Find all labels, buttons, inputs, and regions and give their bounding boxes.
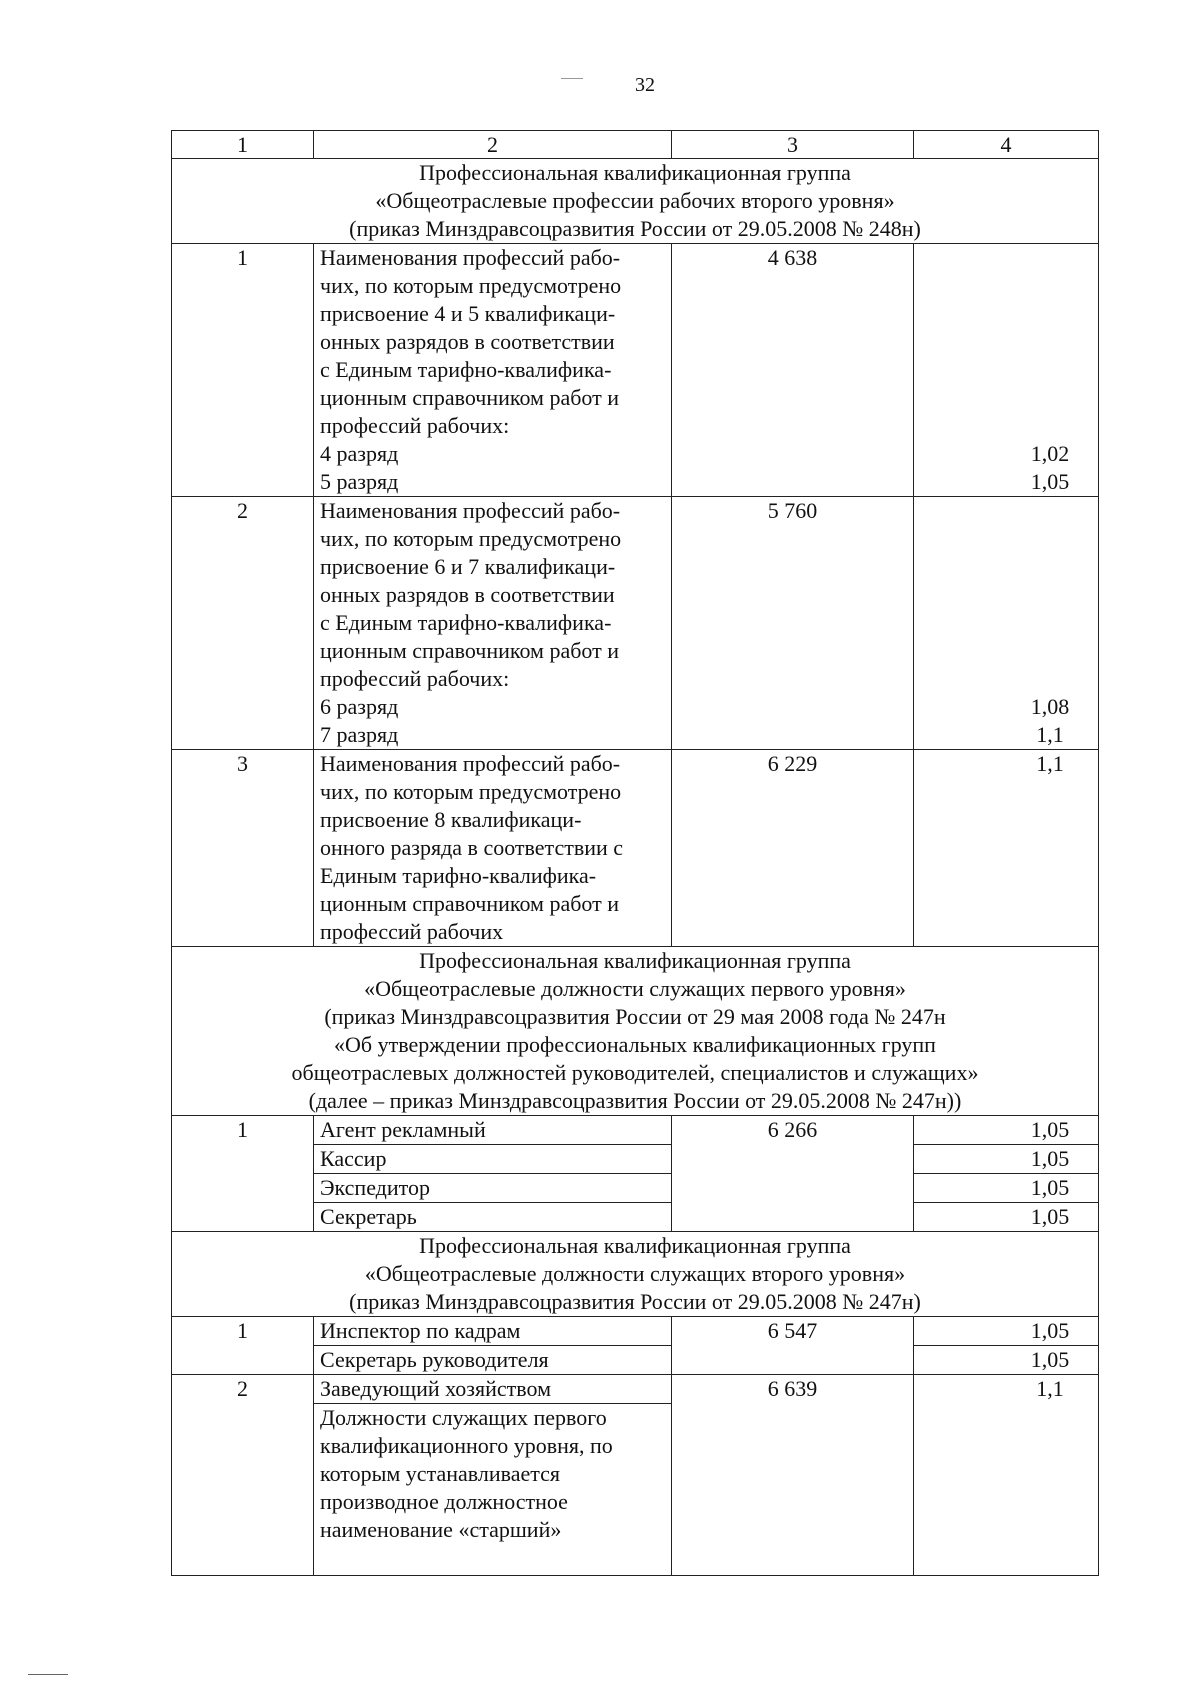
description-line: ционным справочником работ и — [320, 385, 620, 410]
row-number: 1 — [172, 244, 314, 497]
grade-label: 4 разряд — [320, 441, 399, 466]
description-line: которым устанавливается — [320, 1461, 561, 1486]
grade-label: 5 разряд — [320, 469, 399, 494]
bottom-dash-mark — [28, 1674, 68, 1675]
coefficient-cell — [914, 1317, 1099, 1346]
header-cell-1: 1 — [172, 131, 314, 159]
base-salary: 6 229 — [672, 750, 914, 947]
coefficient: 1,05 — [1030, 469, 1070, 494]
group-heading-line: «Общеотраслевые должности служащих первого уровня» — [364, 976, 906, 1001]
group-heading-3 — [172, 1232, 1099, 1317]
row-number: 2 — [172, 497, 314, 750]
table-row — [172, 1116, 1099, 1145]
row-number: 3 — [172, 750, 314, 947]
description-line: Должности служащих первого — [320, 1405, 607, 1430]
position-name: Секретарь — [314, 1203, 672, 1232]
group-heading-2 — [172, 947, 1099, 1116]
header-cell-2: 2 — [314, 131, 672, 159]
group-heading-line: Профессиональная квалификационная группа — [419, 948, 851, 973]
profession-description — [314, 750, 672, 947]
description-line: Единым тарифно-квалифика- — [320, 863, 597, 888]
description-line: квалификационного уровня, по — [320, 1433, 613, 1458]
profession-description — [314, 244, 672, 497]
table-row — [172, 497, 1099, 750]
position-name: Секретарь руководителя — [314, 1346, 672, 1375]
coefficient: 1,08 — [1030, 694, 1070, 719]
description-line: присвоение 4 и 5 квалификаци- — [320, 301, 616, 326]
description-line: ционным справочником работ и — [320, 638, 620, 663]
coefficient: 1,05 — [1030, 1146, 1070, 1171]
group-heading-1 — [172, 159, 1099, 244]
description-line: профессий рабочих: — [320, 413, 510, 438]
description-line: онного разряда в соответствии с — [320, 835, 624, 860]
group-heading-line: «Об утверждении профессиональных квалификационных групп — [334, 1032, 936, 1057]
description-line: Наименования профессий рабо- — [320, 498, 621, 523]
description-line: онных разрядов в соответствии — [320, 329, 615, 354]
coefficient-cell — [914, 1375, 1099, 1576]
table-row — [172, 1317, 1099, 1346]
description-line: чих, по которым предусмотрено — [320, 273, 622, 298]
coefficient-cell — [914, 1346, 1099, 1375]
description-line: Наименования профессий рабо- — [320, 751, 621, 776]
coefficient: 1,02 — [1030, 441, 1070, 466]
group-heading-line: Профессиональная квалификационная группа — [419, 1233, 851, 1258]
position-name: Агент рекламный — [314, 1116, 672, 1145]
header-row — [172, 131, 1099, 159]
coefficient-cell — [914, 1116, 1099, 1145]
coefficient: 1,05 — [1030, 1175, 1070, 1200]
base-salary: 6 266 — [672, 1116, 914, 1232]
group-heading-line: общеотраслевых должностей руководителей, специалистов и служащих» — [291, 1060, 979, 1085]
table-row — [172, 244, 1099, 497]
coefficient-cell — [914, 497, 1099, 750]
position-name: Экспедитор — [314, 1174, 672, 1203]
salary-table — [171, 130, 1099, 1576]
description-line: профессий рабочих — [320, 919, 504, 944]
coefficient-cell — [914, 1174, 1099, 1203]
header-cell-3: 3 — [672, 131, 914, 159]
description-line: ционным справочником работ и — [320, 891, 620, 916]
coefficient-cell — [914, 1203, 1099, 1232]
base-salary: 4 638 — [672, 244, 914, 497]
group-heading-line: (приказ Минздравсоцразвития России от 29.05.2008 № 248н) — [349, 216, 921, 241]
description-line: чих, по которым предусмотрено — [320, 779, 622, 804]
group-heading-line: «Общеотраслевые должности служащих второго уровня» — [364, 1261, 906, 1286]
coefficient: 1,05 — [1030, 1318, 1070, 1343]
coefficient: 1,1 — [1036, 722, 1064, 747]
base-salary: 6 639 — [672, 1375, 914, 1576]
base-salary: 5 760 — [672, 497, 914, 750]
position-name: Кассир — [314, 1145, 672, 1174]
coefficient: 1,05 — [1030, 1204, 1070, 1229]
profession-description — [314, 497, 672, 750]
description-line: производное должностное — [320, 1489, 568, 1514]
coefficient-cell — [914, 1145, 1099, 1174]
description-line: наименование «старший» — [320, 1517, 562, 1542]
description-line: присвоение 6 и 7 квалификаци- — [320, 554, 616, 579]
group-heading-line: «Общеотраслевые профессии рабочих второго уровня» — [375, 188, 895, 213]
grade-label: 7 разряд — [320, 722, 399, 747]
header-cell-4: 4 — [914, 131, 1099, 159]
table-row — [172, 750, 1099, 947]
group-heading-line: (приказ Минздравсоцразвития России от 29 мая 2008 года № 247н — [324, 1004, 946, 1029]
description-line: онных разрядов в соответствии — [320, 582, 615, 607]
coefficient: 1,1 — [1036, 751, 1064, 776]
coefficient-cell — [914, 750, 1099, 947]
position-name: Инспектор по кадрам — [314, 1317, 672, 1346]
group-heading-row — [172, 1232, 1099, 1317]
coefficient-cell — [914, 244, 1099, 497]
coefficient: 1,1 — [1036, 1376, 1064, 1401]
base-salary: 6 547 — [672, 1317, 914, 1375]
position-name: Заведующий хозяйством — [314, 1375, 672, 1404]
row-number: 1 — [172, 1116, 314, 1232]
row-number: 2 — [172, 1375, 314, 1576]
description-line: профессий рабочих: — [320, 666, 510, 691]
position-description — [314, 1404, 672, 1576]
description-line: с Единым тарифно-квалифика- — [320, 357, 612, 382]
group-heading-row — [172, 159, 1099, 244]
top-dash-mark — [561, 78, 583, 79]
group-heading-line: (далее – приказ Минздравсоцразвития России от 29.05.2008 № 247н)) — [308, 1088, 962, 1113]
grade-label: 6 разряд — [320, 694, 399, 719]
group-heading-row — [172, 947, 1099, 1116]
row-number: 1 — [172, 1317, 314, 1375]
description-line: присвоение 8 квалификаци- — [320, 807, 582, 832]
description-line: Наименования профессий рабо- — [320, 245, 621, 270]
group-heading-line: Профессиональная квалификационная группа — [419, 160, 851, 185]
group-heading-line: (приказ Минздравсоцразвития России от 29.05.2008 № 247н) — [349, 1289, 921, 1314]
page-number: 32 — [635, 74, 655, 96]
description-line: чих, по которым предусмотрено — [320, 526, 622, 551]
description-line: с Единым тарифно-квалифика- — [320, 610, 612, 635]
coefficient: 1,05 — [1030, 1117, 1070, 1142]
coefficient: 1,05 — [1030, 1347, 1070, 1372]
table-row — [172, 1375, 1099, 1404]
